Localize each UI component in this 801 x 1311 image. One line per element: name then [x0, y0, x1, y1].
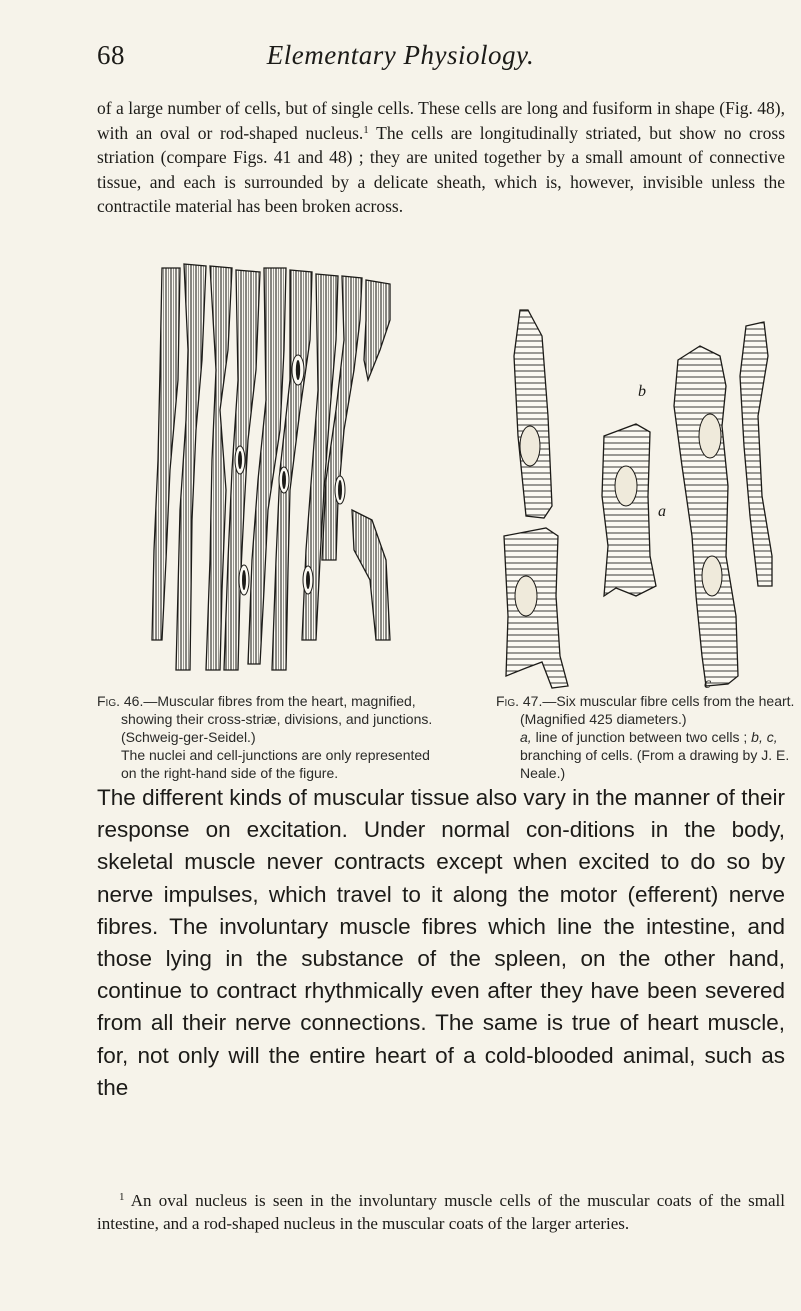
figure-46-label: Fig. 46.	[97, 693, 144, 709]
figure-47-letter-c: c	[704, 675, 712, 692]
page-header	[0, 40, 801, 80]
intro-text-continued: The cells are longitudinally striated, but show no cross striation (compare Figs. 41 and 48) ; they are united together by a small amount of connective tissue, and each is surrounded by a delicate sheath, which is, however, invisible unless the contractile material has been broken across.	[97, 122, 785, 216]
legend-bc-letters: b, c,	[751, 729, 778, 745]
figure-46-caption-text: —Muscular fibres from the heart, magnified, showing their cross-striæ, divisions, and junctions. (Schweig-ger-Seidel.)	[121, 693, 433, 745]
footnote-mark: 1	[119, 1191, 125, 1203]
legend-bc-text: branching of cells. (From a drawing by J. E. Neale.)	[520, 747, 790, 781]
figure-47-letter-a: a	[658, 503, 666, 520]
figure-47-caption	[496, 692, 801, 782]
figure-46-caption-note: The nuclei and cell-junctions are only represented on the right-hand side of the figure.	[121, 747, 430, 781]
figure-47-label: Fig. 47.	[496, 693, 543, 709]
figure-47-caption-lead	[496, 692, 801, 728]
main-paragraph: The different kinds of muscular tissue also vary in the manner of their response on excitation. Under normal con-ditions in the body, skeletal muscle never contracts except when excited to do so by nerve impulses, which travel to it along the motor (efferent) nerve fibres. The involuntary muscle fibres which line the intestine, and those lying in the substance of the spleen, on the other hand, continue to contract rhythmically even after they have been severed from all their nerve connections. The same is true of heart muscle, for, not only will the entire heart of a cold-blooded animal, such as the	[97, 785, 785, 1100]
figure-47-legend	[520, 729, 789, 781]
legend-a-letter: a,	[520, 729, 532, 745]
running-title: Elementary Physiology.	[266, 40, 535, 70]
page-number: 68	[97, 40, 125, 70]
figure-47-letter-b: b	[638, 383, 646, 400]
figure-47-illustration	[496, 296, 776, 696]
figure-46-illustration	[140, 260, 408, 680]
figure-47-caption-text: —Six muscular fibre cells from the heart. (Magnified 425 diameters.)	[520, 693, 795, 727]
intro-text: of a large number of cells, but of single cells. These cells are long and fusiform in shape (Fig. 48), with an oval or rod-shaped nucleus.	[97, 98, 785, 143]
footnote	[97, 1190, 785, 1235]
legend-a-text: line of junction between two cells ;	[531, 729, 748, 745]
figure-46-caption-lead	[97, 692, 439, 746]
footnote-text: An oval nucleus is seen in the involuntary muscle cells of the muscular coats of the small intestine, and a rod-shaped nucleus in the muscular coats of the larger arteries.	[97, 1191, 785, 1233]
intro-paragraph	[97, 96, 785, 219]
figure-46-caption	[97, 692, 439, 782]
footnote-reference: 1	[363, 123, 369, 136]
